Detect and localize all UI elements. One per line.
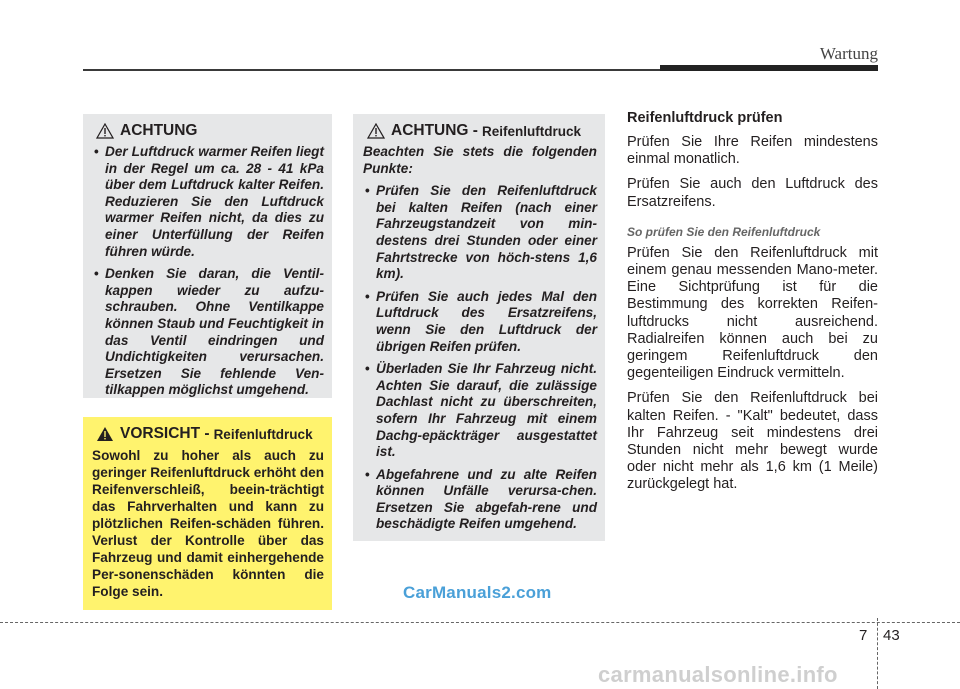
watermark-logo[interactable]: CarManuals2.com xyxy=(403,583,552,602)
paragraph: Prüfen Sie den Reifenluftdruck mit einem genau messenden Mano-meter. Eine Sichtprüfung ist für die Bestimmung des korrekten Reifen-luftdrucks nicht ausreichend. Radialreifen können auch bei zu geringem Reifenluftdruck den gegenteiligen Eindruck vermitteln. xyxy=(627,244,878,382)
footer-separator xyxy=(877,618,878,689)
paragraph: Prüfen Sie Ihre Reifen mindestens einmal monatlich. xyxy=(627,134,878,168)
caution-box xyxy=(83,417,332,610)
warning-item: • Prüfen Sie den Reifenluftdruck bei kalten Reifen (nach einer Fahrzeugstandzeit von min-destens drei Stunden oder einer Fahrtstrecke von höch-stens 1,6 km). xyxy=(363,183,597,283)
footer-divider xyxy=(0,622,960,623)
header-title: Wartung xyxy=(819,44,878,63)
subsection-heading: So prüfen Sie den Reifenluftdruck xyxy=(627,224,821,239)
warning-triangle-icon xyxy=(96,123,114,139)
page-number: 43 xyxy=(883,627,900,644)
site-watermark: carmanualsonline.info xyxy=(598,662,838,687)
warning-intro: Beachten Sie stets die folgenden Punkte: xyxy=(363,144,597,176)
paragraph: Prüfen Sie den Reifenluftdruck bei kalten Reifen. - "Kalt" bedeutet, dass Ihr Fahrzeug seit mindestens drei Stunden nicht mehr bewegt wurde oder nicht mehr als 1,6 km (1 Meile) zurückgelegt hat. xyxy=(627,390,878,493)
paragraph: Prüfen Sie auch den Luftdruck des Ersatzreifens. xyxy=(627,176,878,210)
header-rule xyxy=(83,69,663,71)
tire-pressure-section xyxy=(627,110,878,502)
warning-item: • Abgefahrene und zu alte Reifen können Unfälle verursa-chen. Ersetzen Sie abgefah-rene und beschädigte Reifen umgehend. xyxy=(363,467,597,533)
warning-title-tire-pressure: ACHTUNG - Reifenluftdruck xyxy=(363,122,597,140)
caution-title: VORSICHT - Reifenluftdruck xyxy=(92,425,324,443)
chapter-number: 7 xyxy=(859,627,868,644)
warning-box-tire-pressure xyxy=(353,114,605,541)
warning-box-left xyxy=(83,114,332,398)
header-rule-accent xyxy=(660,65,878,71)
warning-triangle-icon xyxy=(367,123,385,139)
caution-triangle-icon xyxy=(96,426,114,442)
warning-item: • Denken Sie daran, die Ventil-kappen wieder zu aufzu-schrauben. Ohne Ventilkappe können Staub und Feuchtigkeit in das Ventil eindringen und Undichtigkeiten verursachen. Ersetzen Sie fehlende Ven-tilkappen möglichst umgehend. xyxy=(92,266,324,399)
warning-title: ACHTUNG xyxy=(92,122,324,140)
caution-text: Sowohl zu hoher als auch zu geringer Reifenluftdruck erhöht den Reifenverschleiß, beein-trächtigt das Fahrverhalten und kann zu plötzlichen Reifen-schäden führen. Verlust der Kontrolle über das Fahrzeug und damit einhergehende Per-sonenschäden könnten die Folge sein. xyxy=(92,448,324,599)
warning-item: • Überladen Sie Ihr Fahrzeug nicht. Achten Sie darauf, die zulässige Dachlast nicht zu überschreiten, sofern Ihr Fahrzeug mit einem Dachg-epäckträger ausgestattet ist. xyxy=(363,361,597,461)
warning-item: • Der Luftdruck warmer Reifen liegt in der Regel um ca. 28 - 41 kPa über dem Luftdruck kalter Reifen. Reduzieren Sie den Luftdruck warmer Reifen nicht, da dies zu einer Unterfüllung der Reifen führen würde. xyxy=(92,144,324,260)
section-heading: Reifenluftdruck prüfen xyxy=(627,110,783,126)
warning-item: • Prüfen Sie auch jedes Mal den Luftdruck des Ersatzreifens, wenn Sie den Luftdruck der übrigen Reifen prüfen. xyxy=(363,289,597,355)
